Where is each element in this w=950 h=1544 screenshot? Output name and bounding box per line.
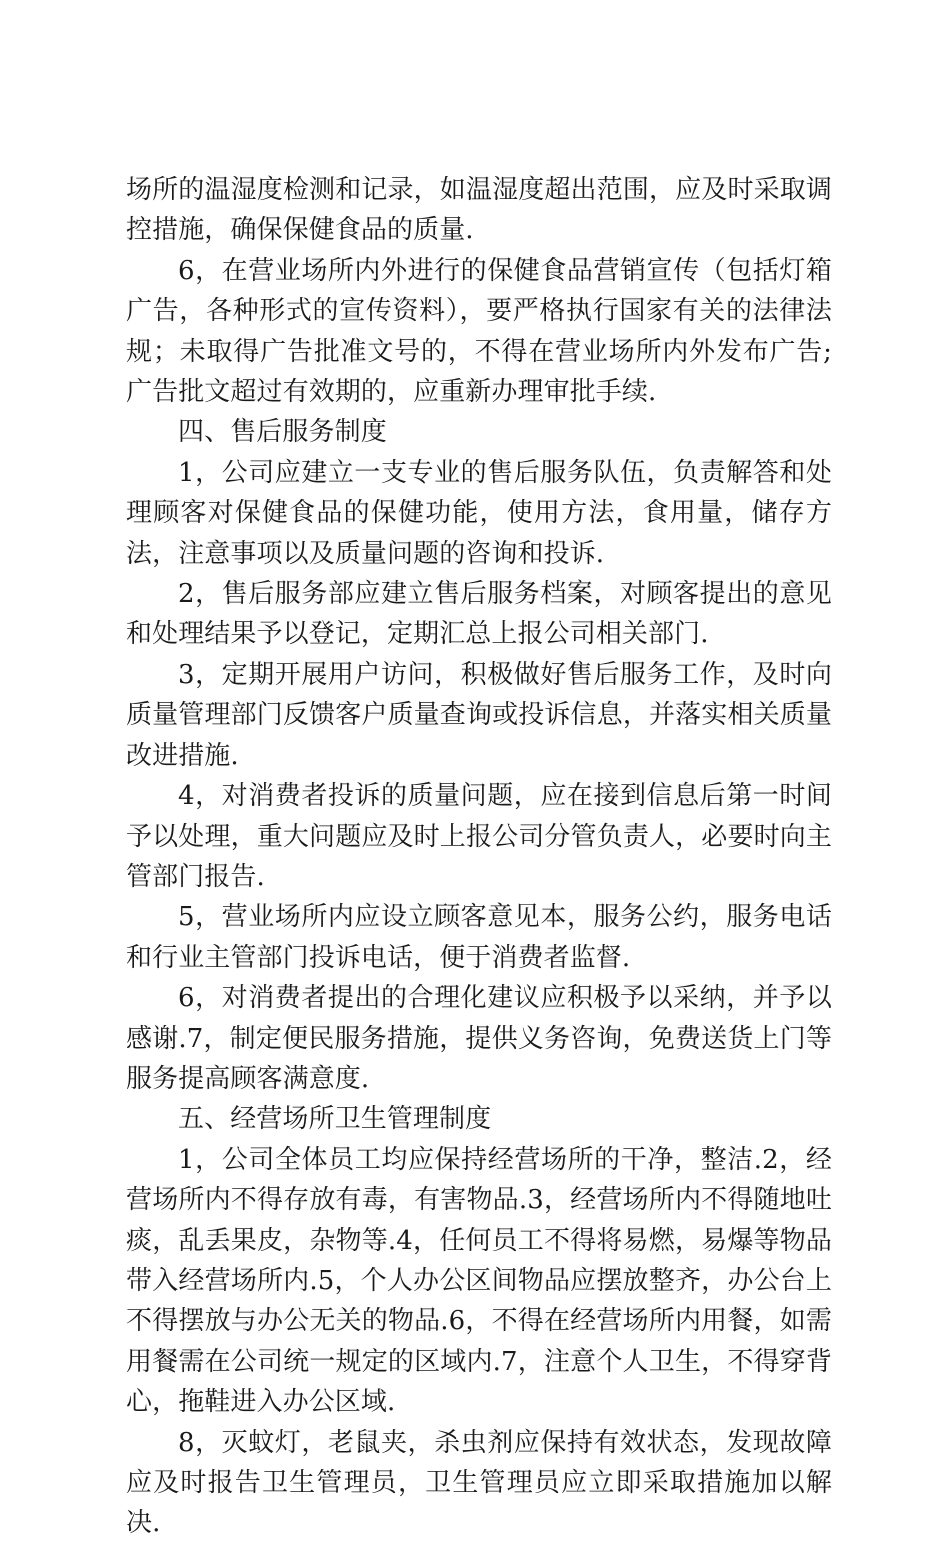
paragraph-after-sales-6-7: 6，对消费者提出的合理化建议应积极予以采纳，并予以感谢.7，制定便民服务措施，提供义务咨询，免费送货上门等服务提高顾客满意度. [126, 983, 832, 1094]
paragraph-hygiene-1-7: 1，公司全体员工均应保持经营场所的干净，整洁.2，经营场所内不得存放有毒，有害物品.3，经营场所内不得随地吐痰，乱丢果皮，杂物等.4，任何员工不得将易燃，易爆等物品带入经营场所内.5，个人办公区间物品应摆放整齐，办公台上不得摆放与办公无关的物品.6，不得在经营场所内用餐，如需用餐需在公司统一规定的区域内.7，注意个人卫生，不得穿背心，拖鞋进入办公区域. [126, 1144, 832, 1418]
paragraph-item-6-promotion: 6，在营业场所内外进行的保健食品营销宣传（包括灯箱广告，各种形式的宣传资料），要严格执行国家有关的法律法规；未取得广告批准文号的，不得在营业场所内外发布广告;广告批文超过有效期的，应重新办理审批手续. [126, 255, 832, 408]
section-heading-after-sales: 四、售后服务制度 [178, 417, 387, 448]
paragraph-after-sales-4: 4，对消费者投诉的质量问题，应在接到信息后第一时间予以处理，重大问题应及时上报公司分管负责人，必要时向主管部门报告. [126, 781, 832, 892]
paragraph-after-sales-2: 2，售后服务部应建立售后服务档案，对顾客提出的意见和处理结果予以登记，定期汇总上报公司相关部门. [126, 579, 832, 650]
section-heading-hygiene: 五、经营场所卫生管理制度 [178, 1104, 492, 1135]
paragraph-hygiene-8: 8，灭蚊灯，老鼠夹，杀虫剂应保持有效状态，发现故障应及时报告卫生管理员，卫生管理员应立即采取措施加以解决. [126, 1427, 832, 1539]
document-body [126, 170, 832, 1544]
paragraph-after-sales-1: 1，公司应建立一支专业的售后服务队伍，负责解答和处理顾客对保健食品的保健功能，使用方法，食用量，储存方法，注意事项以及质量问题的咨询和投诉. [126, 457, 832, 569]
paragraph-continuation: 场所的温湿度检测和记录，如温湿度超出范围，应及时采取调控措施，确保保健食品的质量. [126, 175, 832, 246]
paragraph-after-sales-5: 5，营业场所内应设立顾客意见本，服务公约，服务电话和行业主管部门投诉电话，便于消费者监督. [126, 902, 832, 973]
paragraph-after-sales-3: 3，定期开展用户访问，积极做好售后服务工作，及时向质量管理部门反馈客户质量查询或投诉信息，并落实相关质量改进措施. [126, 659, 832, 771]
